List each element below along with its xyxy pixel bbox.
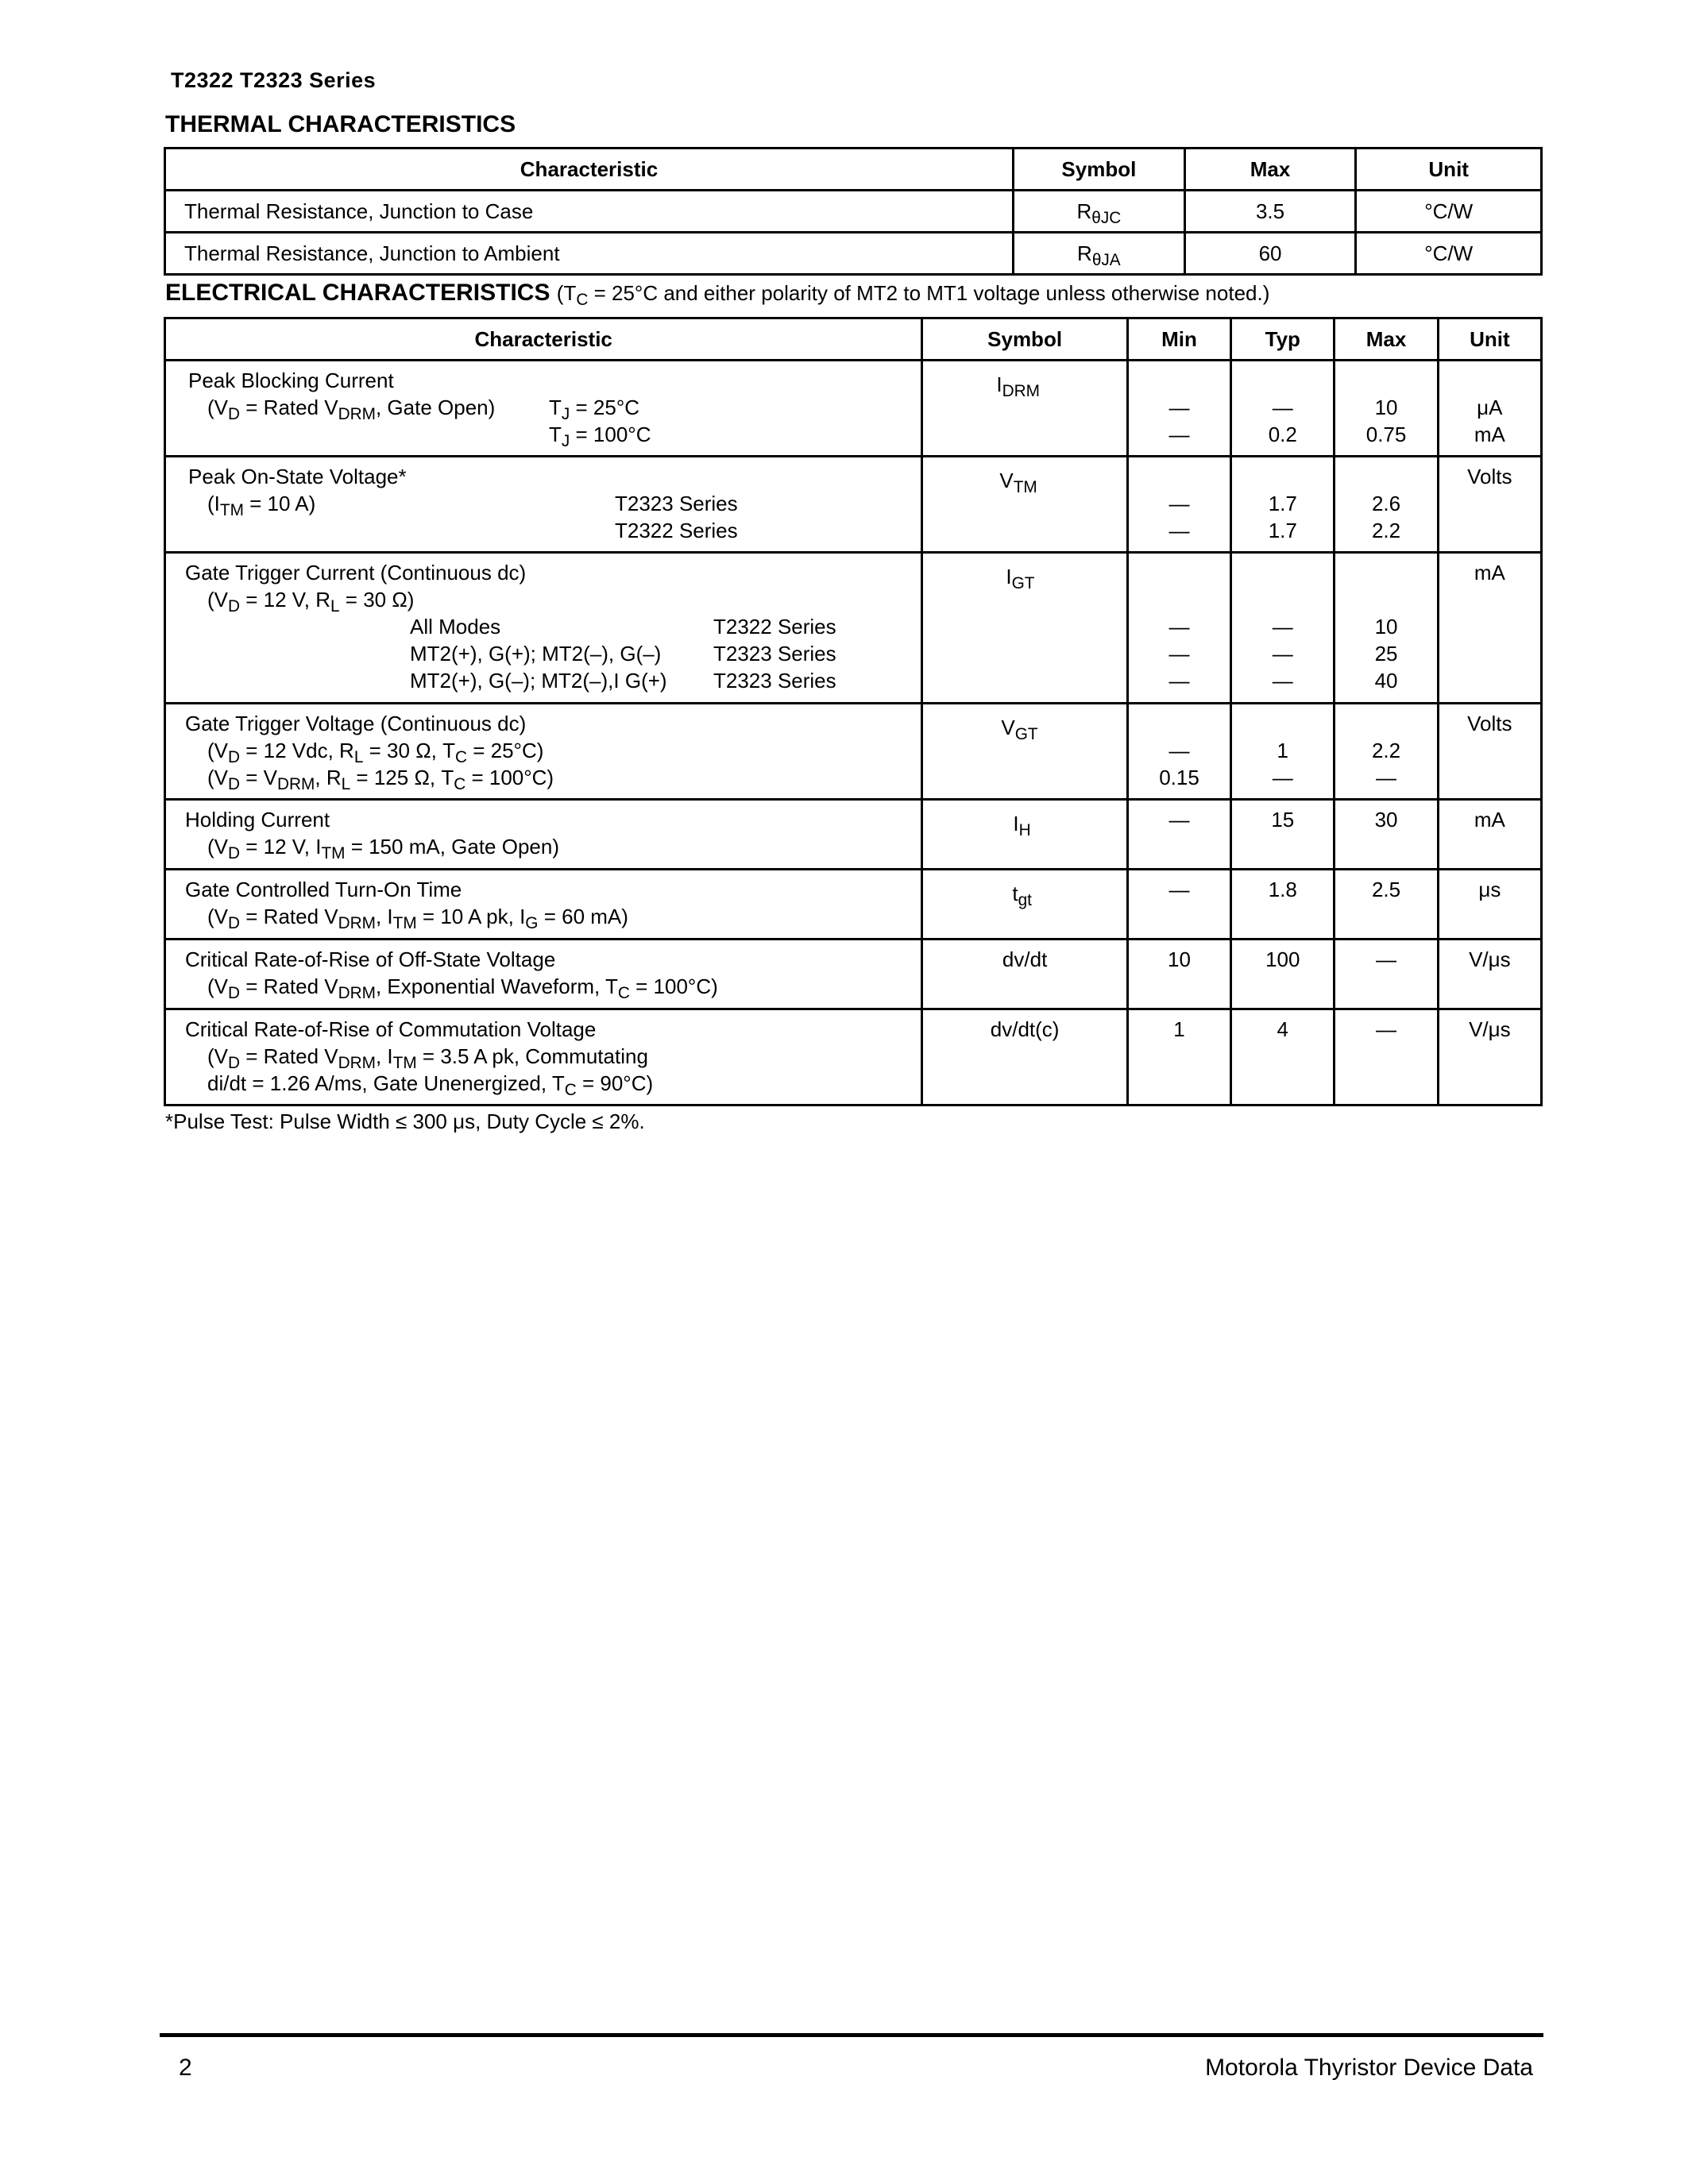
min-cell: — [1127, 870, 1230, 940]
electrical-section-title: ELECTRICAL CHARACTERISTICS ($T_C = 25^\circ C$ and either polarity of MT2 to MT1 voltage unless otherwise noted.) [165, 280, 1270, 310]
col-symbol: Symbol [922, 318, 1128, 361]
unit-cell: Volts [1438, 704, 1541, 800]
symbol-cell: $V_{GT}$ [922, 704, 1128, 800]
electrical-header-row [165, 318, 1542, 361]
unit-cell: μA mA [1438, 361, 1541, 457]
symbol-cell: dv/dt(c) [922, 1009, 1128, 1106]
table-row [165, 233, 1542, 275]
row-symbol: $R_{\theta JC}$ [1014, 191, 1185, 233]
typ-cell: 1.8 [1231, 870, 1335, 940]
unit-cell: V/μs [1438, 940, 1541, 1009]
characteristic-cell: Critical Rate-of-Rise of Commutation Voltage ($V_D$ = Rated $V_{DRM}$, $I_{TM} = 3.5$ A pk, Commutating di/dt = 1.26 A/ms, Gate Unenergized, $T_C = 90^\circ C$) [165, 1009, 922, 1106]
max-cell: 2.5 [1335, 870, 1438, 940]
min-cell: — — [1127, 361, 1230, 457]
typ-cell: 1 — [1231, 704, 1335, 800]
characteristic-cell: Gate Trigger Current (Continuous dc) ($V_D = 12$ V, $R_L = 30$ Ω) All Modes MT2(+), G(+); MT2(–), G(–) MT2(+), G(–); MT2(–),I G(+) T2322 Series T2323 Series T2323 Series [165, 553, 922, 704]
symbol-cell: $V_{TM}$ [922, 457, 1128, 553]
table-row [165, 870, 1542, 940]
unit-cell: μs [1438, 870, 1541, 940]
unit-cell: mA [1438, 553, 1541, 704]
characteristic-cell: Holding Current ($V_D = 12$ V, $I_{TM} = 150$ mA, Gate Open) [165, 800, 922, 870]
min-cell: 1 [1127, 1009, 1230, 1106]
table-row [165, 553, 1542, 704]
row-max: 3.5 [1184, 191, 1356, 233]
min-cell: — 0.15 [1127, 704, 1230, 800]
typ-cell: — — — [1231, 553, 1335, 704]
col-characteristic: Characteristic [165, 318, 922, 361]
typ-cell: — 0.2 [1231, 361, 1335, 457]
typ-cell: 4 [1231, 1009, 1335, 1106]
min-cell: 10 [1127, 940, 1230, 1009]
max-cell: — [1335, 1009, 1438, 1106]
table-row [165, 361, 1542, 457]
typ-cell: 1.7 1.7 [1231, 457, 1335, 553]
characteristic-cell: Peak Blocking Current ($V_D$ = Rated $V_{DRM}$, Gate Open) $T_J = 25^\circ C$ $T_J = 100^\circ C$ [165, 361, 922, 457]
footer-rule [160, 2033, 1543, 2037]
characteristic-cell: Peak On-State Voltage* ($I_{TM} = 10$ A) T2323 Series T2322 Series [165, 457, 922, 553]
row-unit: °C/W [1356, 233, 1542, 275]
typ-cell: 100 [1231, 940, 1335, 1009]
thermal-table [164, 147, 1543, 276]
publication-title: Motorola Thyristor Device Data [1205, 2055, 1533, 2081]
symbol-cell: $I_{DRM}$ [922, 361, 1128, 457]
col-max: Max [1335, 318, 1438, 361]
pulse-test-footnote: *Pulse Test: Pulse Width ≤ 300 μs, Duty Cycle ≤ 2%. [165, 1109, 645, 1133]
col-characteristic: Characteristic [165, 149, 1014, 191]
max-cell: 10 25 40 [1335, 553, 1438, 704]
symbol-cell: $I_H$ [922, 800, 1128, 870]
max-cell: 2.6 2.2 [1335, 457, 1438, 553]
row-unit: °C/W [1356, 191, 1542, 233]
min-cell: — — — [1127, 553, 1230, 704]
col-max: Max [1184, 149, 1356, 191]
row-symbol: $R_{\theta JA}$ [1014, 233, 1185, 275]
thermal-header-row [165, 149, 1542, 191]
table-row [165, 940, 1542, 1009]
unit-cell: Volts [1438, 457, 1541, 553]
table-row [165, 1009, 1542, 1106]
unit-cell: V/μs [1438, 1009, 1541, 1106]
table-row [165, 457, 1542, 553]
min-cell: — [1127, 800, 1230, 870]
min-cell: — — [1127, 457, 1230, 553]
table-row [165, 191, 1542, 233]
electrical-note: ($T_C = 25^\circ C$ and either polarity of MT2 to MT1 voltage unless otherwise noted.) [556, 281, 1270, 310]
row-max: 60 [1184, 233, 1356, 275]
col-typ: Typ [1231, 318, 1335, 361]
row-characteristic: Thermal Resistance, Junction to Case [165, 191, 1014, 233]
max-cell: 30 [1335, 800, 1438, 870]
max-cell: — [1335, 940, 1438, 1009]
max-cell: 10 0.75 [1335, 361, 1438, 457]
col-symbol: Symbol [1014, 149, 1185, 191]
series-header: T2322 T2323 Series [171, 68, 377, 92]
page-number: 2 [179, 2055, 192, 2081]
col-unit: Unit [1438, 318, 1541, 361]
table-row [165, 704, 1542, 800]
symbol-cell: $I_{GT}$ [922, 553, 1128, 704]
electrical-table [164, 317, 1543, 1106]
characteristic-cell: Gate Controlled Turn-On Time ($V_D$ = Rated $V_{DRM}$, $I_{TM} = 10$ A pk, $I_G = 60$ mA) [165, 870, 922, 940]
characteristic-cell: Critical Rate-of-Rise of Off-State Voltage ($V_D$ = Rated $V_{DRM}$, Exponential Waveform, $T_C = 100^\circ C$) [165, 940, 922, 1009]
table-row [165, 800, 1542, 870]
symbol-cell: dv/dt [922, 940, 1128, 1009]
max-cell: 2.2 — [1335, 704, 1438, 800]
unit-cell: mA [1438, 800, 1541, 870]
col-min: Min [1127, 318, 1230, 361]
characteristic-cell: Gate Trigger Voltage (Continuous dc) ($V_D = 12$ Vdc, $R_L = 30$ Ω, $T_C = 25^\circ C$) ($V_D = V_{DRM}$, $R_L = 125$ Ω, $T_C = 100^\circ C$) [165, 704, 922, 800]
col-unit: Unit [1356, 149, 1542, 191]
row-characteristic: Thermal Resistance, Junction to Ambient [165, 233, 1014, 275]
thermal-section-title: THERMAL CHARACTERISTICS [165, 111, 516, 137]
typ-cell: 15 [1231, 800, 1335, 870]
symbol-cell: $t_{gt}$ [922, 870, 1128, 940]
